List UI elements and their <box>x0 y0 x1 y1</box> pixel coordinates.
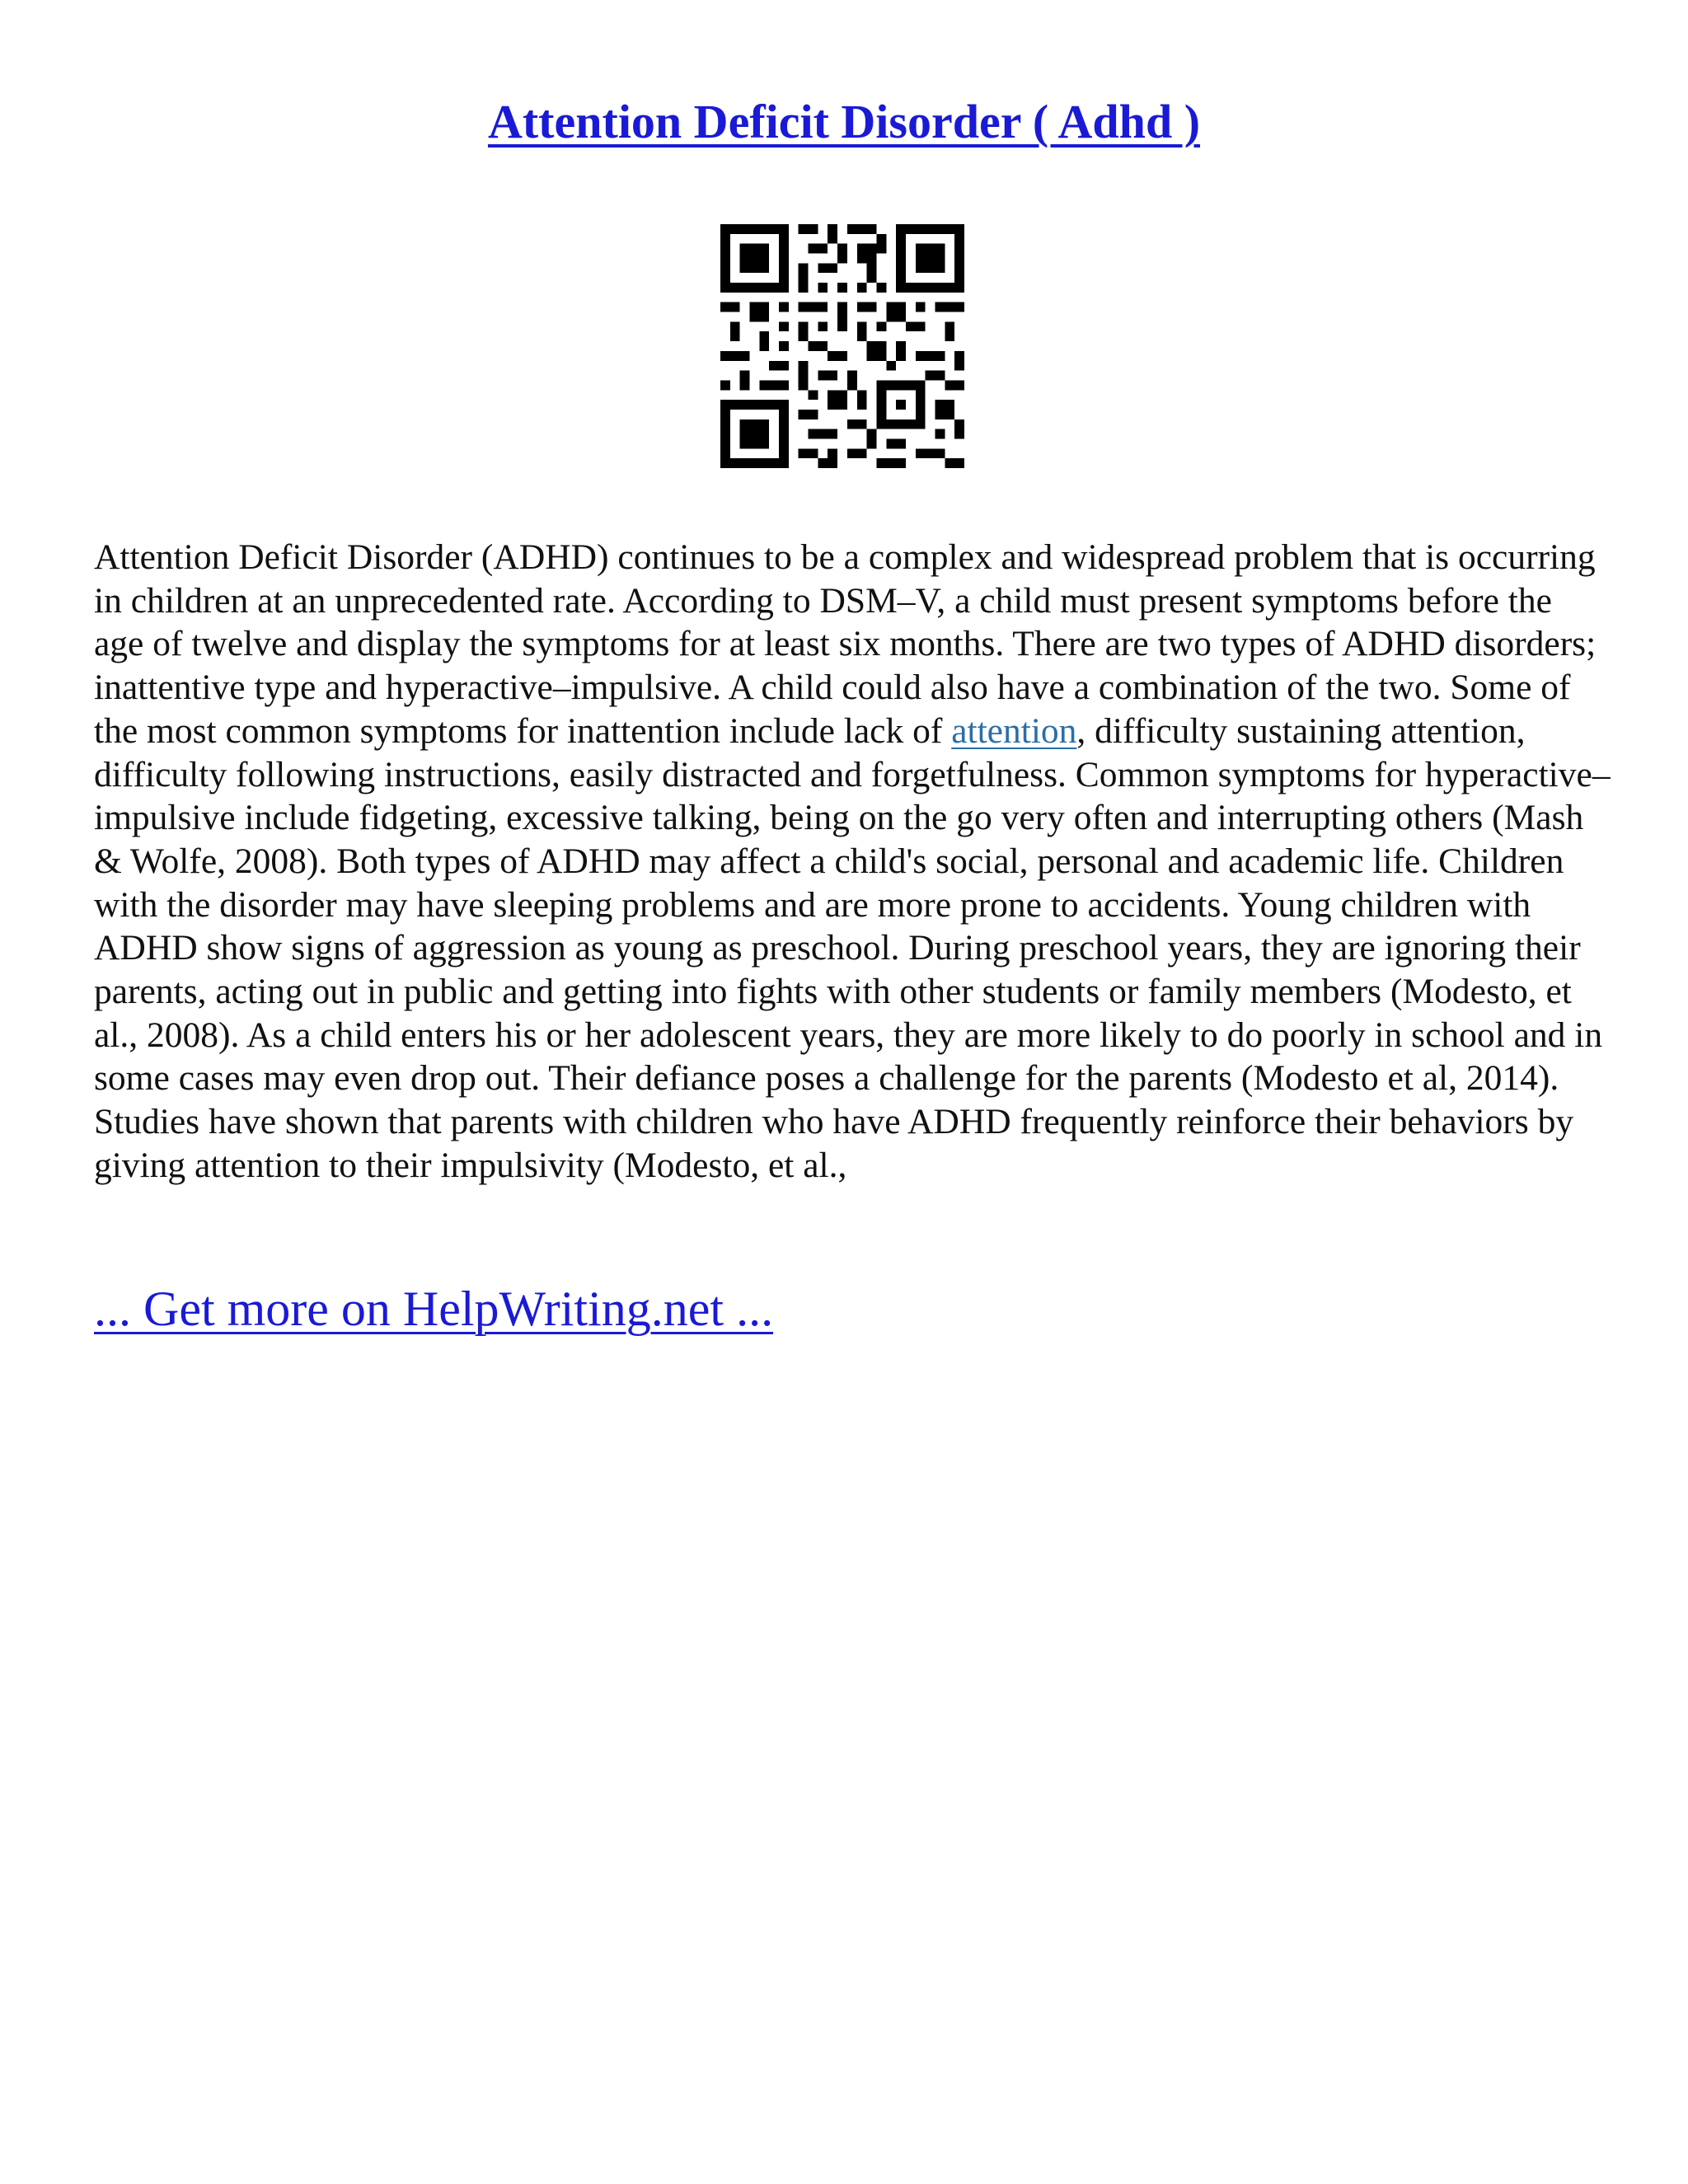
body-paragraph <box>94 536 1611 1188</box>
body-text-end: , difficulty sustaining attention, difficulty following instructions, easily distracted and forgetfulness. Common symptoms for hyperactive–impulsive include fidgeting, excessive talking, being on the go very often and interrupting others (Mash & Wolfe, 2008). Both types of ADHD may affect a child's social, personal and academic life. Children with the disorder may have sleeping problems and are more prone to accidents. Young children with ADHD show signs of aggression as young as preschool. During preschool years, they are ignoring their parents, acting out in public and getting into fights with other students or family members (Modesto, et al., 2008). As a child enters his or her adolescent years, they are more likely to do poorly in school and in some cases may even drop out. Their defiance poses a challenge for the parents (Modesto et al, 2014). Studies have shown that parents with children who have ADHD frequently reinforce their behaviors by giving attention to their impulsivity (Modesto, et al., <box>94 710 1611 1185</box>
body-text-start: Attention Deficit Disorder (ADHD) continues to be a complex and widespread problem that is occurring in children at an unprecedented rate. According to DSM–V, a child must present symptoms before the age of twelve and display the symptoms for at least six months. There are two types of ADHD disorders; inattentive type and hyperactive–impulsive. A child could also have a combination of the two. Some of the most common symptoms for inattention include lack of <box>94 537 1597 751</box>
attention-link[interactable]: attention <box>951 710 1077 751</box>
qr-code-icon <box>720 224 964 468</box>
page-title <box>0 89 1688 155</box>
get-more-link[interactable]: ... Get more on HelpWriting.net ... <box>94 1282 774 1336</box>
title-link[interactable]: Attention Deficit Disorder ( Adhd ) <box>487 95 1201 148</box>
get-more-link-container <box>94 1276 773 1342</box>
